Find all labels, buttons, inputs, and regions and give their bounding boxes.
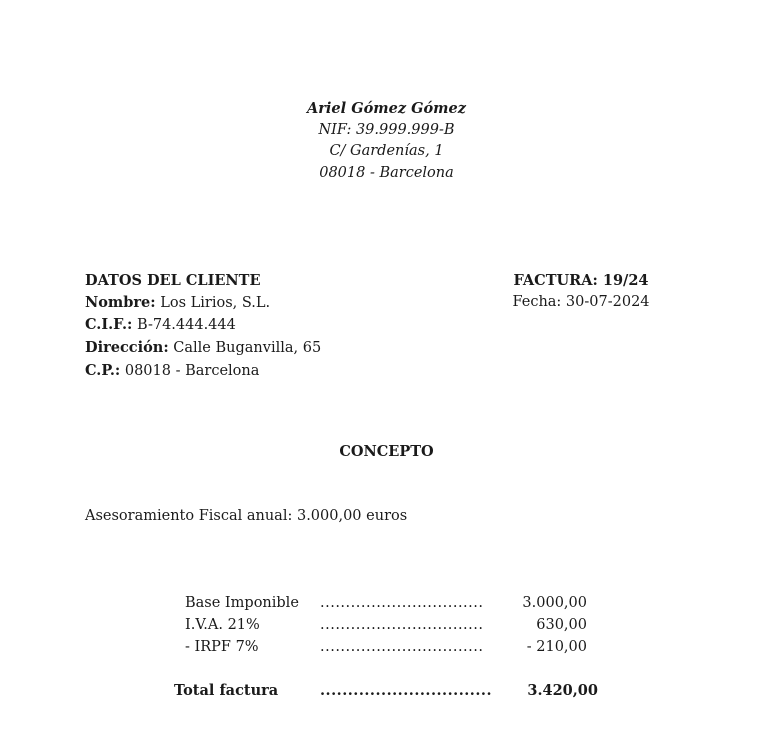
issuer-city: 08018 - Barcelona (319, 164, 454, 181)
totals-row-label: I.V.A. 21% (185, 617, 260, 633)
client-cif-label: C.I.F.: (85, 316, 133, 334)
client-name-value: Los Lirios, S.L. (160, 294, 271, 311)
client-cif-row (85, 314, 321, 337)
totals-row-label: Base Imponible (185, 595, 299, 611)
client-block (85, 270, 321, 383)
client-cp-label: C.P.: (85, 361, 121, 379)
totals-row-dots: ................................ (320, 639, 484, 655)
client-cp-value: 08018 - Barcelona (124, 362, 260, 379)
totals-row-dots: ................................ (320, 595, 484, 611)
issuer-nif: NIF: 39.999.999-B (318, 121, 455, 138)
totals-row-amount: 3.000,00 (522, 595, 587, 611)
totals-row-dots: ................................ (320, 617, 484, 633)
client-address-label: Dirección: (85, 339, 169, 357)
totals-row-irpf (0, 639, 779, 661)
concept-description: Asesoramiento Fiscal anual: 3.000,00 euros (85, 508, 408, 524)
total-amount: 3.420,00 (527, 682, 598, 699)
client-heading: DATOS DEL CLIENTE (85, 272, 261, 289)
client-address-row (85, 337, 321, 360)
client-cp-row (85, 360, 321, 383)
totals-row-base (0, 595, 779, 617)
client-cif-value: B-74.444.444 (137, 317, 236, 334)
concept-heading: CONCEPTO (339, 443, 434, 460)
issuer-block (0, 98, 773, 184)
totals-row-total (0, 682, 779, 704)
totals-row-iva (0, 617, 779, 639)
invoice-block (506, 270, 656, 313)
client-name-label: Nombre: (85, 293, 156, 311)
invoice-number: FACTURA: 19/24 (513, 272, 649, 289)
total-dots: ............................... (320, 682, 492, 699)
totals-row-amount: 630,00 (536, 617, 587, 633)
client-name-row (85, 292, 321, 315)
invoice-date: Fecha: 30-07-2024 (512, 293, 650, 310)
totals-row-amount: - 210,00 (526, 639, 587, 655)
total-label: Total factura (174, 682, 279, 699)
client-address-value: Calle Buganvilla, 65 (173, 340, 322, 357)
issuer-name: Ariel Gómez Gómez (307, 100, 466, 117)
issuer-address: C/ Gardenías, 1 (329, 143, 444, 159)
totals-row-label: - IRPF 7% (185, 639, 259, 655)
